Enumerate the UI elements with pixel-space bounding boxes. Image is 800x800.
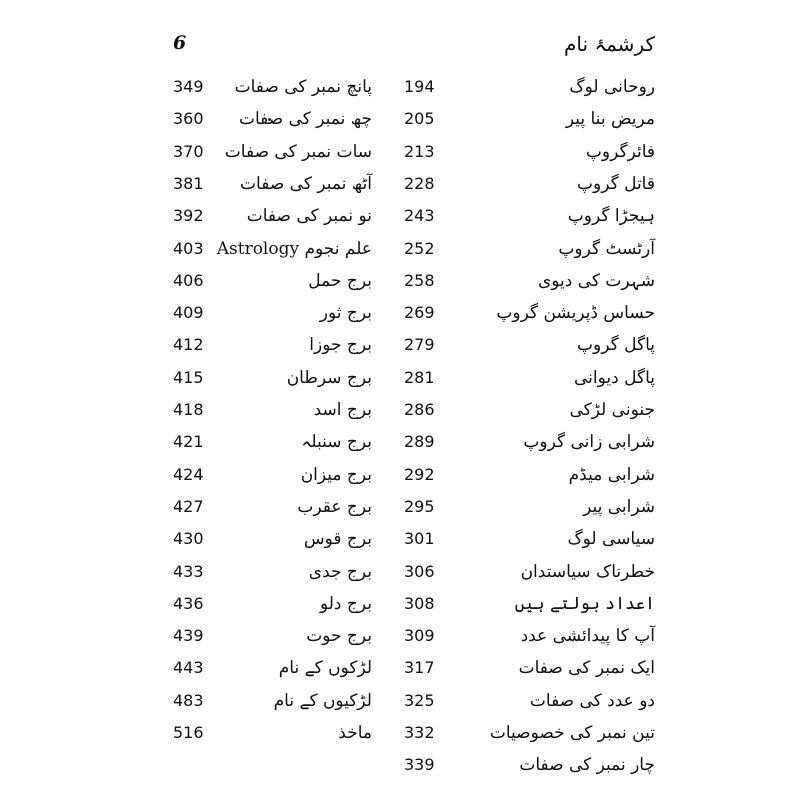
toc-entry-page: 418 [173, 400, 204, 419]
toc-entry-title: چار نمبر کی صفات [519, 755, 655, 776]
toc-entry-page: 258 [404, 270, 435, 290]
toc-entry-title: لڑکیوں کے نام [273, 690, 372, 711]
toc-entry-page: 339 [404, 755, 435, 775]
toc-entry-title: شرابی زانی گروپ [523, 432, 655, 453]
toc-entry-page: 370 [173, 141, 204, 161]
toc-entry-page: 309 [404, 626, 435, 646]
toc-entry-title: برج میزان [300, 464, 372, 485]
toc-entry-page: 381 [173, 173, 204, 193]
toc-entry-page: 269 [404, 303, 435, 323]
toc-entry-title: قاتل گروپ [576, 173, 655, 194]
toc-entry-title: برج جدی [308, 561, 372, 582]
toc-entry-page: 412 [173, 335, 204, 355]
toc-entry-title: پاگل گروپ [577, 335, 655, 356]
toc-entry-title: آٹھ نمبر کی صفات [240, 173, 372, 194]
toc-entry-title: برج ثور [319, 303, 372, 324]
toc-entry-page: 325 [404, 690, 435, 710]
toc-entry-page: 295 [404, 496, 435, 516]
toc-entry-page: 439 [173, 626, 204, 646]
running-head: کرشمۂ نام [564, 32, 655, 56]
toc-entry-page: 436 [173, 593, 204, 613]
toc-entry-title: مریض بنا پیر [565, 109, 655, 130]
toc-entry-page: 332 [404, 723, 435, 742]
toc-entry-title: حساس ڈپریشن گروپ [496, 303, 655, 324]
toc-entry-title: نو نمبر کی صفات [246, 206, 372, 227]
toc-entry-title: روحانی لوگ [569, 77, 655, 97]
toc-entry-page: 360 [173, 109, 204, 129]
toc-entry-title: پانچ نمبر کی صفات [234, 77, 372, 97]
toc-entry-page: 403 [173, 238, 204, 258]
toc-entry-title: تین نمبر کی خصوصیات [489, 723, 655, 743]
toc-entry-page: 349 [173, 77, 204, 96]
toc-entry-title: برج سرطان [286, 367, 372, 388]
toc-entry-title: شرابی میڈم [568, 464, 655, 485]
toc-entry-page: 483 [173, 690, 204, 710]
toc-entry-title: ایک نمبر کی صفات [518, 658, 655, 679]
toc-entry-page: 281 [404, 367, 435, 387]
toc-entry-title: خطرناک سیاستدان [520, 561, 655, 582]
toc-entry-page: 308 [404, 593, 435, 613]
toc-entry-title: آپ کا پیدائشی عدد [520, 626, 655, 647]
toc-entry-page: 443 [173, 658, 204, 678]
toc-entry-title: برج حوت [306, 626, 372, 647]
toc-entry-title: آرٹسٹ گروپ [558, 238, 655, 259]
toc-entry-page: 213 [404, 141, 435, 161]
toc-entry-page: 279 [404, 335, 435, 355]
toc-entry-title: برج قوس [303, 529, 372, 550]
page-number: 6 [173, 32, 187, 54]
toc-entry-title: برج دلو [319, 593, 372, 614]
toc-entry-title: لڑکوں کے نام [278, 658, 372, 679]
toc-entry-page: 292 [404, 464, 435, 484]
toc-entry-title: برج اسد [313, 400, 372, 420]
toc-entry-title: ہیجڑا گروپ [567, 206, 655, 227]
toc-entry-title: اعداد بولتے ہیں [514, 593, 655, 614]
toc-entry-title: جنونی لڑکی [569, 400, 655, 420]
toc-entry-title: شرابی پیر [583, 496, 655, 517]
toc-entry-title: برج حمل [308, 270, 372, 291]
toc-entry-title: دو عدد کی صفات [529, 690, 655, 711]
toc-entry-title: پاگل دیوانی [574, 367, 655, 388]
toc-entry-title: فائرگروپ [585, 141, 655, 162]
toc-entry-title: برج جوزا [309, 335, 372, 356]
toc-entry-page: 406 [173, 270, 204, 290]
toc-entry-page: 243 [404, 206, 435, 226]
toc-entry-title: چھ نمبر کی صفات [238, 109, 372, 130]
toc-entry-title: ماخذ [338, 723, 372, 743]
toc-entry-title: سات نمبر کی صفات [224, 141, 372, 162]
toc-entry-page: 194 [404, 77, 435, 96]
toc-entry-title: شہرت کی دیوی [537, 270, 655, 291]
toc-entry-page: 205 [404, 109, 435, 129]
toc-entry-page: 392 [173, 206, 204, 226]
toc-entry-title: علم نجوم Astrology [216, 238, 372, 259]
toc-entry-page: 252 [404, 238, 435, 258]
toc-entry-page: 228 [404, 173, 435, 193]
toc-entry-page: 306 [404, 561, 435, 581]
toc-entry-page: 415 [173, 367, 204, 387]
toc-entry-page: 516 [173, 723, 204, 742]
toc-entry-page: 301 [404, 529, 435, 549]
toc-entry-page: 421 [173, 432, 204, 452]
toc-entry-title: سیاسی لوگ [567, 529, 655, 550]
toc-entry-page: 286 [404, 400, 435, 419]
toc-entry-page: 289 [404, 432, 435, 452]
toc-entry-page: 430 [173, 529, 204, 549]
toc-entry-page: 433 [173, 561, 204, 581]
toc-entry-page: 424 [173, 464, 204, 484]
toc-entry-page: 427 [173, 496, 204, 516]
toc-entry-title: برج عقرب [297, 496, 372, 517]
toc-entry-page: 317 [404, 658, 435, 678]
toc-entry-title: برج سنبلہ [301, 432, 372, 453]
toc-entry-page: 409 [173, 303, 204, 323]
